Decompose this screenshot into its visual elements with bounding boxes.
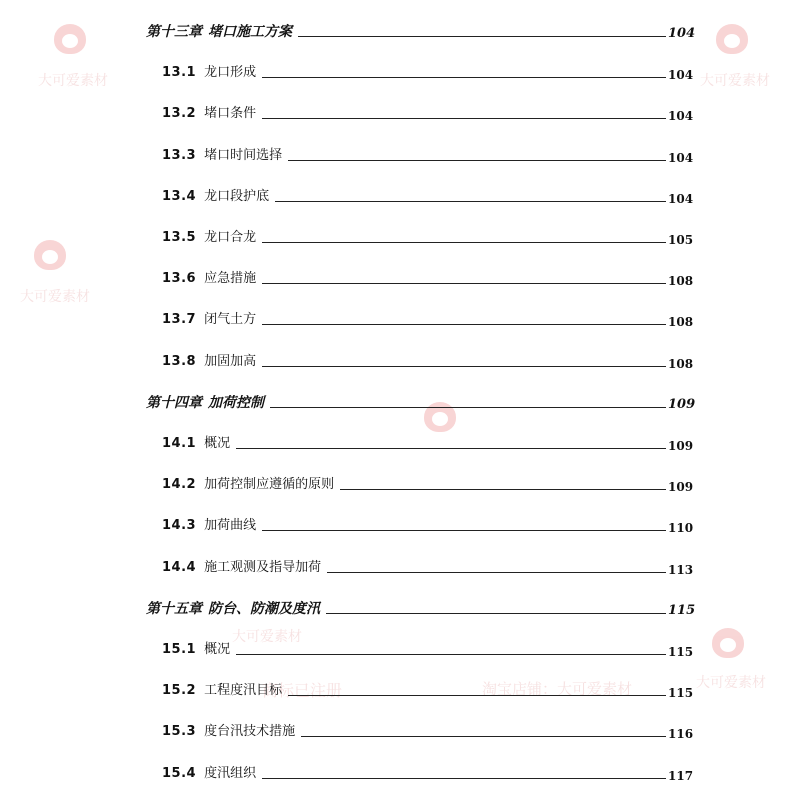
section-number: 13.2 xyxy=(162,106,197,122)
toc-section-row[interactable] xyxy=(0,761,800,783)
section-number: 15.4 xyxy=(162,765,197,781)
watermark-text: 大可爱素材 xyxy=(20,289,90,305)
section-title: 施工观测及指导加荷 xyxy=(204,559,322,575)
toc-section-row[interactable] xyxy=(0,678,800,700)
toc-section-row[interactable] xyxy=(0,349,800,371)
toc-leader-line xyxy=(270,406,666,408)
section-title: 概况 xyxy=(204,436,231,451)
section-title: 闭气土方 xyxy=(204,312,257,328)
toc-page-number: 116 xyxy=(668,727,694,742)
toc-entry-label xyxy=(162,189,269,206)
toc-leader-line xyxy=(288,694,666,696)
toc-entry-label xyxy=(146,395,264,412)
section-title: 加荷控制应遵循的原则 xyxy=(204,477,335,493)
chapter-number: 第十四章 xyxy=(146,394,202,411)
toc-leader-line xyxy=(298,35,666,37)
section-number: 14.2 xyxy=(162,477,197,493)
toc-leader-line xyxy=(262,241,666,243)
toc-leader-line xyxy=(262,117,666,119)
section-number: 14.1 xyxy=(162,436,197,451)
toc-chapter-row[interactable] xyxy=(0,19,800,41)
toc-leader-line xyxy=(262,282,666,284)
toc-page-number: 108 xyxy=(668,315,694,330)
section-title: 应急措施 xyxy=(204,271,257,287)
toc-leader-line xyxy=(262,323,666,325)
toc-section-row[interactable] xyxy=(0,637,800,659)
section-title: 工程度汛目标 xyxy=(204,683,283,699)
section-title: 龙口合龙 xyxy=(204,230,257,245)
toc-leader-line xyxy=(275,200,666,202)
section-title: 龙口段护底 xyxy=(204,188,270,204)
toc-page-number: 105 xyxy=(668,233,694,247)
toc-page-number: 115 xyxy=(668,602,696,618)
chapter-title: 防台、防潮及度汛 xyxy=(208,600,320,617)
toc-section-row[interactable] xyxy=(0,307,800,329)
toc-leader-line xyxy=(262,365,666,367)
section-title: 龙口形成 xyxy=(204,65,257,81)
toc-entry-label xyxy=(162,65,256,82)
watermark-registered: 商标已注册 xyxy=(262,681,343,700)
toc-page-number: 104 xyxy=(668,68,694,83)
toc-section-row[interactable] xyxy=(0,60,800,82)
toc-entry-label xyxy=(162,683,282,700)
toc-entry-label xyxy=(162,642,230,659)
toc-entry-label xyxy=(162,148,282,165)
toc-leader-line xyxy=(262,76,666,78)
toc-section-row[interactable] xyxy=(0,513,800,535)
section-number: 13.6 xyxy=(162,271,197,287)
watermark-shop: 淘宝店铺：大可爱素材 xyxy=(482,680,633,698)
section-title: 度汛组织 xyxy=(204,765,257,781)
toc-page-number: 104 xyxy=(668,109,694,124)
section-title: 堵口条件 xyxy=(204,106,257,122)
watermark-text: 大可爱素材 xyxy=(38,73,108,89)
toc-page-number: 108 xyxy=(668,356,694,371)
toc-leader-line xyxy=(262,777,666,779)
toc-page-number: 115 xyxy=(668,645,694,659)
toc-entry-label xyxy=(146,24,292,41)
toc-page-number: 109 xyxy=(668,396,696,412)
watermark-text: 大可爱素材 xyxy=(696,675,766,691)
toc-page-number: 104 xyxy=(668,191,694,206)
toc-leader-line xyxy=(262,529,666,531)
toc-leader-line xyxy=(340,488,666,490)
toc-entry-label xyxy=(162,230,256,247)
section-title: 概况 xyxy=(204,642,231,657)
toc-leader-line xyxy=(288,159,666,161)
toc-section-row[interactable] xyxy=(0,472,800,494)
toc-section-row[interactable] xyxy=(0,225,800,247)
toc-entry-label xyxy=(146,601,320,618)
toc-entry-label xyxy=(162,477,334,494)
toc-section-row[interactable] xyxy=(0,266,800,288)
toc-entry-label xyxy=(162,518,256,535)
section-number: 15.2 xyxy=(162,683,197,699)
toc-leader-line xyxy=(326,612,666,614)
toc-entry-label xyxy=(162,436,230,453)
toc-section-row[interactable] xyxy=(0,431,800,453)
chapter-title: 加荷控制 xyxy=(208,394,264,411)
toc-page-number: 110 xyxy=(668,521,694,536)
section-title: 堵口时间选择 xyxy=(204,147,283,163)
section-title: 度台汛技术措施 xyxy=(204,724,296,740)
section-number: 15.3 xyxy=(162,724,197,740)
section-number: 15.1 xyxy=(162,642,197,657)
toc-page-number: 104 xyxy=(668,26,696,41)
section-number: 13.5 xyxy=(162,230,197,245)
chapter-title: 堵口施工方案 xyxy=(208,24,292,40)
section-number: 13.4 xyxy=(162,188,197,204)
section-number: 13.1 xyxy=(162,65,197,81)
toc-leader-line xyxy=(236,653,666,655)
section-title: 加固加高 xyxy=(204,353,257,369)
toc-entry-label xyxy=(162,271,256,288)
section-number: 14.4 xyxy=(162,559,197,575)
section-number: 14.3 xyxy=(162,518,197,534)
toc-section-row[interactable] xyxy=(0,143,800,165)
toc-page-number: 109 xyxy=(668,480,694,495)
toc-entry-label xyxy=(162,106,256,123)
section-number: 13.8 xyxy=(162,353,197,369)
toc-leader-line xyxy=(236,447,666,449)
toc-entry-label xyxy=(162,560,321,577)
toc-entry-label xyxy=(162,354,256,371)
toc-chapter-row[interactable] xyxy=(0,596,800,618)
toc-section-row[interactable] xyxy=(0,184,800,206)
toc-section-row[interactable] xyxy=(0,555,800,577)
toc-entry-label xyxy=(162,766,256,783)
watermark-text: 大可爱素材 xyxy=(232,629,302,645)
toc-entry-label xyxy=(162,312,256,329)
toc-page-number: 109 xyxy=(668,439,694,453)
toc-section-row[interactable] xyxy=(0,719,800,741)
watermark-text: 大可爱素材 xyxy=(700,73,770,89)
section-number: 13.3 xyxy=(162,147,197,163)
toc-page-number: 115 xyxy=(668,686,694,701)
toc-leader-line xyxy=(301,735,666,737)
toc-entry-label xyxy=(162,724,295,741)
toc-page-number: 117 xyxy=(668,768,694,783)
section-title: 加荷曲线 xyxy=(204,518,257,534)
toc-page-number: 113 xyxy=(668,562,694,577)
toc-page-number: 104 xyxy=(668,150,694,165)
toc-leader-line xyxy=(327,571,666,573)
toc-section-row[interactable] xyxy=(0,101,800,123)
chapter-number: 第十五章 xyxy=(146,600,202,617)
chapter-number: 第十三章 xyxy=(146,24,202,40)
toc-page-number: 108 xyxy=(668,274,694,289)
section-number: 13.7 xyxy=(162,312,197,328)
toc-chapter-row[interactable] xyxy=(0,390,800,412)
